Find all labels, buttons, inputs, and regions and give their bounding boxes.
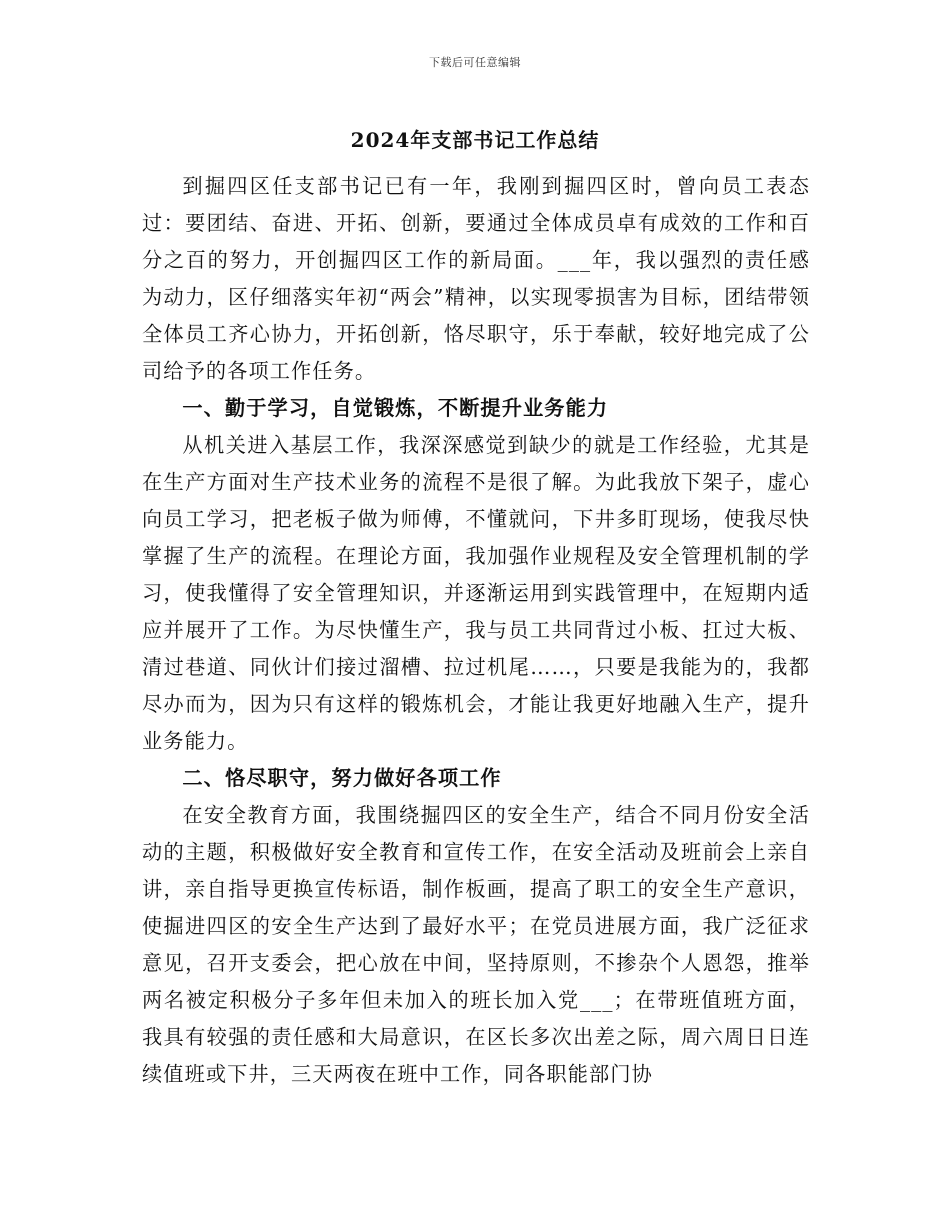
paragraph-intro: 到掘四区任支部书记已有一年，我刚到掘四区时，曾向员工表态过：要团结、奋进、开拓、创新，要通过全体成员卓有成效的工作和百分之百的努力，开创掘四区工作的新局面。___年，我以强烈的责任感为动力，区仔细落实年初“两会”精神，以实现零损害为目标，团结带领全体员工齐心协力，开拓创新，恪尽职守，乐于奉献，较好地完成了公司给予的各项工作任务。: [142, 174, 810, 383]
header-note: 下载后可任意编辑: [429, 56, 521, 69]
document-body: [142, 168, 810, 1093]
paragraph-duties: 在安全教育方面，我围绕掘四区的安全生产，结合不同月份安全活动的主题，积极做好安全教育和宣传工作，在安全活动及班前会上亲自讲，亲自指导更换宣传标语，制作板画，提高了职工的安全生产意识，使掘进四区的安全生产达到了最好水平；在党员进展方面，我广泛征求意见，召开支委会，把心放在中间，坚持原则，不掺杂个人恩怨，推举两名被定积极分子多年但未加入的班长加入党___；在带班值班方面，我具有较强的责任感和大局意识，在区长多次出差之际，周六周日日连续值班或下井，三天两夜在班中工作，同各职能部门协: [142, 803, 810, 1086]
paragraph-study: 从机关进入基层工作，我深深感觉到缺少的就是工作经验，尤其是在生产方面对生产技术业务的流程不是很了解。为此我放下架子，虚心向员工学习，把老板子做为师傅，不懂就问，下井多盯现场，使我尽快掌握了生产的流程。在理论方面，我加强作业规程及安全管理机制的学习，使我懂得了安全管理知识，并逐渐运用到实践管理中，在短期内适应并展开了工作。为尽快懂生产，我与员工共同背过小板、扛过大板、清过巷道、同伙计们接过溜槽、拉过机尾……，只要是我能为的，我都尽办而为，因为只有这样的锻炼机会，才能让我更好地融入生产，提升业务能力。: [142, 433, 810, 753]
section-heading-2: 二、恪尽职守，努力做好各项工作: [182, 766, 502, 790]
section-heading-1: 一、勤于学习，自觉锻炼，不断提升业务能力: [182, 396, 609, 420]
document-title: 2024年支部书记工作总结: [350, 128, 600, 152]
